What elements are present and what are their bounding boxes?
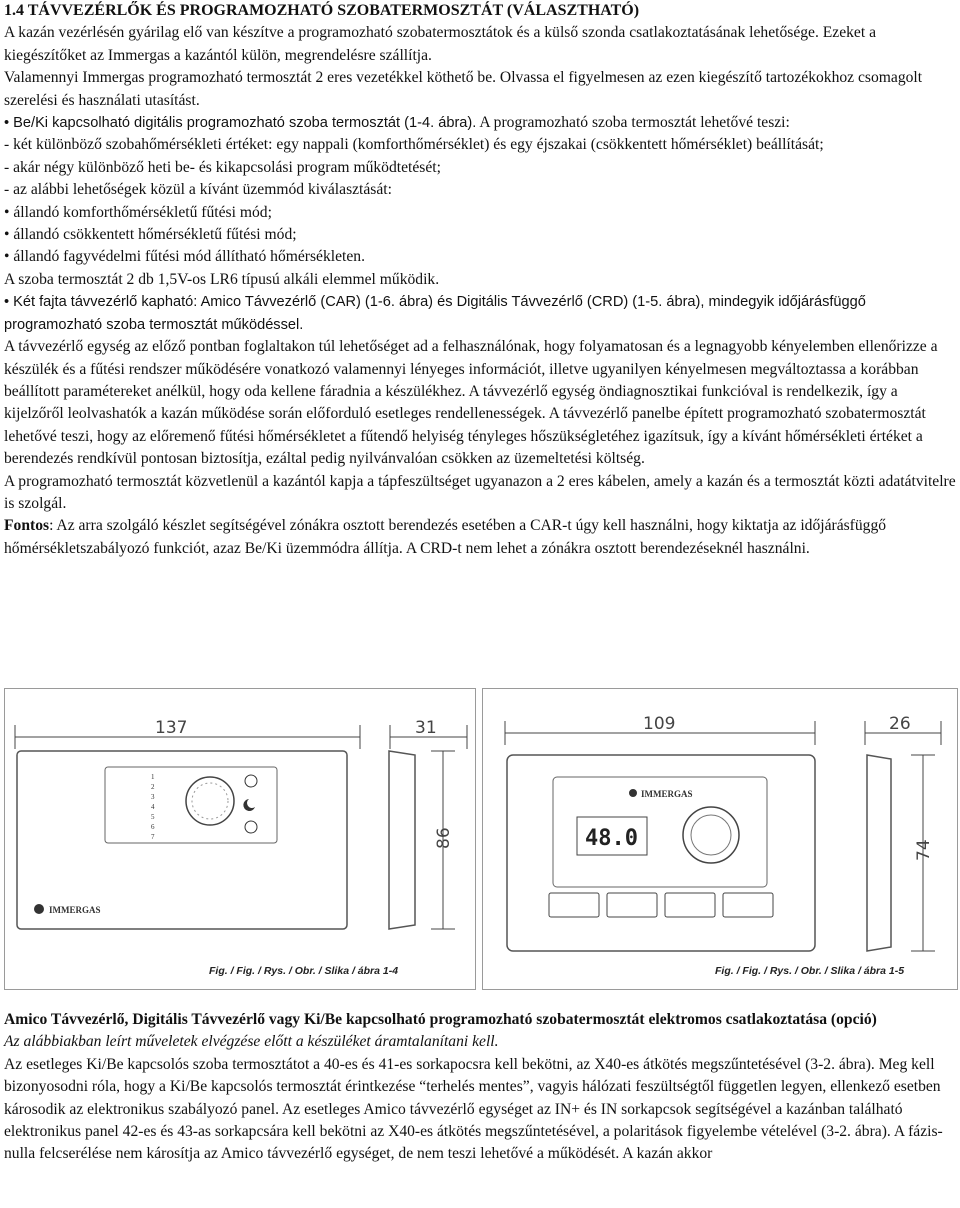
- paragraph-thermostat: [4, 112, 956, 134]
- brand-logo-text: IMMERGAS: [641, 789, 693, 799]
- list-item: • állandó fagyvédelmi fűtési mód állítható hőmérsékleten.: [4, 248, 365, 266]
- paragraph-important: [4, 515, 956, 560]
- dial-number: 5: [151, 813, 155, 821]
- dial-number: 3: [151, 793, 155, 801]
- section-text: [4, 0, 956, 560]
- thermostat-side: [389, 751, 415, 929]
- list-item: • állandó komforthőmérsékletű fűtési mód;: [4, 203, 272, 221]
- dial-number: 4: [151, 803, 155, 811]
- thermostat-bullet: • Be/Ki kapcsolható digitális programozható szoba termosztát (1-4. ábra).: [4, 115, 477, 132]
- list-item: A szoba termosztát 2 db 1,5V-os LR6 típusú alkáli elemmel működik.: [4, 270, 440, 288]
- figure-1-4: [4, 688, 476, 990]
- important-label: Fontos: [4, 517, 50, 535]
- paragraph-power: A programozható termosztát közvetlenül a kazántól kapja a tápfeszültséget ugyanazon a 2 eres kábelen, amely a kazán és a termosztát közti adatátvitelre is szolgál.: [4, 472, 956, 512]
- dial-number: 1: [151, 773, 155, 781]
- remote-control-drawing: [483, 689, 957, 989]
- dim-label-137: 137: [155, 718, 188, 738]
- remote-button: [607, 893, 657, 917]
- list-item: - az alábbi lehetőségek közül a kívánt üzemmód kiválasztását:: [4, 181, 392, 199]
- figures: [4, 688, 956, 988]
- dim-label-31: 31: [415, 718, 437, 738]
- figure-caption: Fig. / Fig. / Rys. / Obr. / Slika / ábra 1-5: [715, 965, 905, 977]
- dial-number: 2: [151, 783, 155, 791]
- dim-label-86: 86: [434, 827, 454, 849]
- connection-section: [4, 1009, 956, 1166]
- dial: [186, 777, 234, 825]
- list-item: - akár négy különböző heti be- és kikapcsolási program működtetését;: [4, 158, 441, 176]
- brand-logo-icon: [34, 904, 44, 914]
- paragraph-intro: A kazán vezérlésén gyárilag elő van készítve a programozható szobatermosztátok és a külső szonda csatlakoztatásának lehetősége. Ezeket a kiegészítőket az Immergas a kazántól külön, megrendelésre szállítja.: [4, 24, 877, 64]
- paragraph-remote-types: • Két fajta távvezérlő kapható: Amico Távvezérlő (CAR) (1-6. ábra) és Digitális Távvezérlő (CRD) (1-5. ábra), mindegyik időjárásfüggő programozható szoba termosztát működéssel.: [4, 294, 866, 333]
- dim-label-109: 109: [643, 714, 676, 734]
- remote-button: [723, 893, 773, 917]
- paragraph-wiring: Valamennyi Immergas programozható termosztát 2 eres vezetékkel köthető be. Olvassa el figyelmesen az ezen kiegészítő tartozékokhoz csomagolt szerelési és használati utasítást.: [4, 69, 923, 109]
- thermostat-drawing: [5, 689, 475, 989]
- thermostat-intro: A programozható szoba termosztát lehetővé teszi:: [476, 114, 790, 132]
- dial-number: 7: [151, 833, 155, 841]
- connection-title: [4, 1009, 956, 1031]
- section-title: 1.4 TÁVVEZÉRLŐK ÉS PROGRAMOZHATÓ SZOBATERMOSZTÁT (VÁLASZTHATÓ): [4, 2, 640, 19]
- connection-paragraph: Az esetleges Ki/Be kapcsolós szoba termosztátot a 40-es és 41-es sorkapocsra kell bekötni, az X40-es átkötés megszűntetésével (3-2. ábra). Meg kell bizonyosodni róla, hogy a Ki/Be kapcsolós termosztát érintkezése “terhelés mentes”, vagyis hálózati feszültségtől független legyen, ellenkező esetben károsodik az elektronikus szabályozó panel. Az esetleges Amico távvezérlő egységet az IN+ és IN sorkapcsok segítségével a kazánban található elektronikus panel 42-es és 43-as sorkapcsára kell bekötni az X40-es átkötés megszűntetésével, a polaritások figyelembe vételével (3-2. ábra). A fázis-nulla felcserélése nem károsítja az Amico távvezérlő egységet, de nem teszi lehetővé a működését. A kazán akkor: [4, 1055, 943, 1163]
- figure-1-5: [482, 688, 958, 990]
- figure-caption: Fig. / Fig. / Rys. / Obr. / Slika / ábra 1-4: [209, 965, 399, 977]
- dim-label-74: 74: [914, 839, 934, 861]
- brand-logo-icon: [629, 789, 637, 797]
- important-text: : Az arra szolgáló készlet segítségével zónákra osztott berendezés esetében a CAR-t úgy kell használni, hogy kiktatja az időjárásfüggő hőmérsékletszabályozó funkciót, azaz Be/Ki üzemmódra állítja. A CRD-t nem lehet a zónákra osztott berendezéseknél használni.: [4, 517, 887, 557]
- remote-button: [665, 893, 715, 917]
- remote-button: [549, 893, 599, 917]
- connection-title-text: Amico Távvezérlő, Digitális Távvezérlő vagy Ki/Be kapcsolható programozható szobatermosztát elektromos csatlakoztatása (opció): [4, 1011, 877, 1028]
- dim-label-26: 26: [889, 714, 911, 734]
- dial-number: 6: [151, 823, 155, 831]
- connection-warning: Az alábbiakban leírt műveletek elvégzése előtt a készüléket áramtalanítani kell.: [4, 1033, 499, 1051]
- remote-side: [867, 755, 891, 951]
- list-item: • állandó csökkentett hőmérsékletű fűtési mód;: [4, 226, 297, 244]
- lcd-reading: 48.0: [585, 826, 638, 851]
- paragraph-remote-details: A távvezérlő egység az előző pontban foglaltakon túl lehetőséget ad a felhasználónak, hogy folyamatosan és a legnagyobb kényelemben ellenőrizze a készülék és a fűtési rendszer működésére vonatkozó valamennyi lényeges információt, illetve ugyanilyen kényelmesen megváltoztassa a korábban beállított paramétereket anélkül, hogy oda kellene fáradnia a készülékhez. A távvezérlő egység öndiagnosztikai funkcióval is rendelkezik, így a kijelzőről leolvashatók a kazán működése során előforduló esetleges rendellenességek. A távvezérlő panelbe épített programozható szobatermosztát lehetővé teszi, hogy az előremenő fűtési hőmérsékletet a fűtendő helyiség tényleges hőszükségletéhez igazítsuk, így a kívánt hőmérsékleti értéket a berendezés rendkívül pontosan biztosítja, ezáltal pedig nyilvánvalóan csökken az üzemeltetési költség.: [4, 338, 938, 468]
- list-item: - két különböző szobahőmérsékleti értéket: egy nappali (komforthőmérséklet) és egy éjszakai (csökkentett hőmérséklet) beállítását;: [4, 136, 824, 154]
- brand-logo-text: IMMERGAS: [49, 905, 101, 915]
